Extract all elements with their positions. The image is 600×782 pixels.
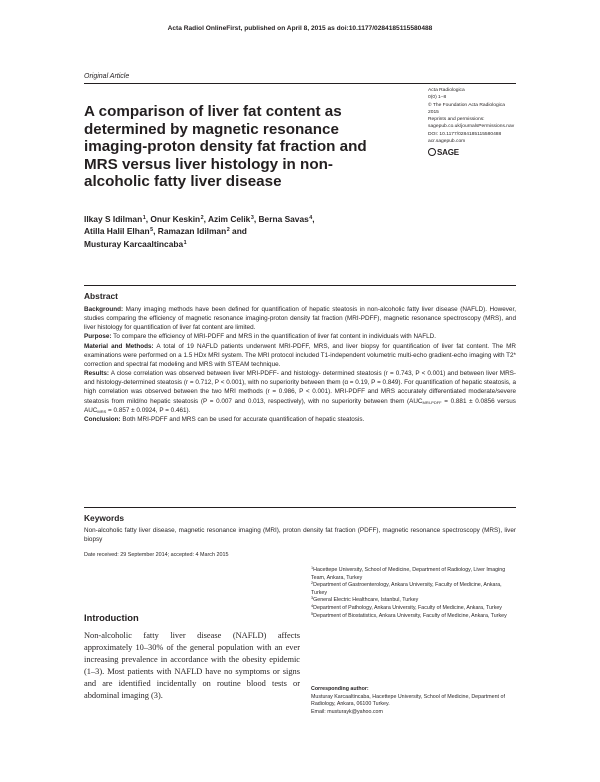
article-title: A comparison of liver fat content as determined by magnetic resonance imaging-proton density fat fraction and MRS versus liver histology in non-alcoholic fatty liver disease [84, 103, 367, 190]
permissions-link[interactable]: sagepub.co.uk/journalsPermissions.nav [428, 124, 515, 130]
author-affil: 2 [200, 215, 204, 221]
running-head: Acta Radiol OnlineFirst, published on April 8, 2015 as doi:10.1177/0284185115580488 [167, 25, 433, 32]
top-rule [84, 83, 516, 84]
purpose-label: Purpose: [84, 333, 112, 341]
author-name: Musturay Karcaaltincaba [84, 238, 184, 249]
affiliation-text: Department of Gastroenterology, Ankara University, Faculty of Medicine, Ankara, Turkey [311, 582, 502, 596]
author-sep: , [312, 214, 315, 224]
author-sep: , [253, 214, 259, 224]
methods-label: Material and Methods: [84, 342, 154, 350]
auc-subscript: MRI-PDFF [422, 399, 442, 405]
author-name: Onur Keskin [150, 214, 201, 224]
affiliation-sup: 5 [311, 611, 314, 616]
journal-year: 2015 [428, 109, 439, 115]
affiliation-sup: 4 [311, 603, 314, 608]
journal-info [428, 87, 538, 145]
author-affil: 5 [150, 227, 154, 234]
abstract-conclusion [84, 415, 516, 424]
author-name: Ilkay S Idilman [84, 214, 143, 224]
abstract-rule [84, 285, 516, 286]
journal-copyright: © The Foundation Acta Radiologica [428, 102, 505, 108]
affiliations [311, 567, 516, 620]
abstract-results [84, 369, 516, 415]
affiliation-item [311, 597, 516, 605]
author-affil: 1 [142, 215, 146, 221]
author-list [84, 213, 444, 250]
affiliation-text: General Electric Healthcare, Istanbul, Turkey [313, 597, 419, 604]
affiliation-text: Department of Biostatistics, Ankara University, Faculty of Medicine, Ankara, Turkey [313, 612, 507, 619]
dates: Date received: 29 September 2014; accepted: 4 March 2015 [84, 552, 229, 558]
journal-url[interactable]: acr.sagepub.com [428, 139, 466, 145]
author-name: Azim Celik [207, 214, 251, 224]
author-name: Berna Savas [258, 214, 309, 224]
doi[interactable]: DOI: 10.1177/0284185115580488 [428, 131, 502, 137]
affiliation-text: Hacettepe University, School of Medicine, Department of Radiology, Liver Imaging Team, Ankara, Turkey [311, 567, 506, 581]
affiliation-item [311, 567, 516, 582]
abstract-body [84, 305, 516, 424]
keywords-rule [84, 507, 516, 508]
author-affil: 1 [183, 239, 187, 246]
affiliation-item [311, 613, 516, 621]
results-text: A close correlation was observed between liver MRI-PDFF- and histology- determined steatosis (r = 0.743, P < 0.001) and between liver MRS- and histology-determined steatosis (r = 0.712, P < 0.001), with no superiority between them (ɑ = 0.19, P = 0.849). For quantification of hepatic steatosis, a high correlation was observed between the two MRI methods (r = 0.986, P < 0.001). MRI-PDFF and MRS accurately differentiated moderate/severe steatosis from mild/no hepatic steatosis (P = 0.007 and 0.013, respectively), with no superiority between them (AUC [84, 370, 516, 405]
journal-volume: 0(0) 1–8 [428, 95, 447, 101]
affiliation-text: Department of Pathology, Ankara University, Faculty of Medicine, Ankara, Turkey [313, 604, 502, 611]
background-label: Background: [84, 306, 124, 313]
keywords-text: Non-alcoholic fatty liver disease, magnetic resonance imaging (MRI), proton density fat fraction (PDFF), magnetic resonance spectroscopy (MRS), liver biopsy [84, 527, 516, 544]
affiliation-sup: 2 [311, 581, 314, 586]
auc-subscript: MRS [97, 408, 107, 414]
keywords-heading: Keywords [84, 513, 125, 523]
author-affil: 4 [309, 215, 313, 221]
corresponding-email[interactable]: Email: musturayk@yahoo.com [311, 708, 383, 715]
abstract-purpose [84, 332, 516, 341]
sage-ring-icon [428, 148, 436, 156]
affiliation-sup: 1 [311, 566, 314, 570]
conclusion-text: Both MRI-PDFF and MRS can be used for accurate quantification of hepatic steatosis. [122, 415, 365, 423]
abstract-methods [84, 342, 516, 369]
abstract-background [84, 305, 516, 332]
author-sep: , [153, 226, 158, 237]
results-label: Results: [84, 370, 110, 378]
affiliation-item [311, 582, 516, 597]
author-affil: 3 [250, 215, 254, 221]
background-text: Many imaging methods have been defined for quantification of hepatic steatosis in non-alcoholic fatty liver disease (NAFLD). However, studies comparing the efficiency of magnetic resonance imaging-proton density fat fraction (MRI-PDFF), magnetic resonance spectroscopy (MRS), and liver histology for quantification of liver fat content are limited. [84, 306, 516, 332]
author-affil: 2 [226, 227, 230, 234]
corresponding-author [311, 686, 516, 716]
author-sep: , [203, 214, 208, 224]
author-name: Atilla Halil Elhan [84, 226, 150, 237]
purpose-text: To compare the efficiency of MRI-PDFF and MRS in the quantification of liver fat content in individuals with NAFLD. [113, 333, 437, 341]
sage-logo-text: SAGE [437, 148, 459, 157]
affiliation-sup: 3 [311, 596, 314, 601]
introduction-text: Non-alcoholic fatty liver disease (NAFLD) affects approximately 10–30% of the general population with an ever increasing prevalence in accordance with the obesity epidemic (1–3). Most patients with NAFLD have no symptoms or signs and are identified incidentally on routine blood tests or abdominal imaging (3). [84, 631, 300, 700]
sage-logo [428, 148, 459, 157]
results-text: = 0.857 ± 0.0924, P = 0.461). [106, 406, 191, 414]
introduction-heading: Introduction [84, 612, 139, 623]
conclusion-label: Conclusion: [84, 415, 121, 423]
corresponding-heading: Corresponding author: [311, 686, 369, 692]
reprints-label: Reprints and permissions: [428, 117, 485, 123]
journal-name: Acta Radiologica [428, 88, 465, 93]
abstract-heading: Abstract [84, 291, 118, 301]
corresponding-address: Musturay Karcaaltincaba, Hacettepe University, School of Medicine, Department of Radiology, Ankara, 06100 Turkey. [311, 693, 505, 708]
results-text: = 0.881 ± 0.0856 versus AUC [84, 397, 516, 414]
methods-text: A total of 19 NAFLD patients underwent MRI-PDFF, MRS, and liver biopsy for quantification of liver fat content. The MR examinations were performed on a 1.5 HDx MRI system. The MRI protocol included T1-independent volumetric multi-echo gradient-echo imaging with T2* correction and spectral fat modeling and MRS with STEAM technique. [84, 342, 517, 368]
author-name: Ramazan Idilman [157, 226, 227, 237]
author-sep: and [229, 226, 247, 237]
author-sep: , [145, 214, 151, 224]
article-type: Original Article [84, 73, 130, 80]
affiliation-item [311, 605, 516, 613]
